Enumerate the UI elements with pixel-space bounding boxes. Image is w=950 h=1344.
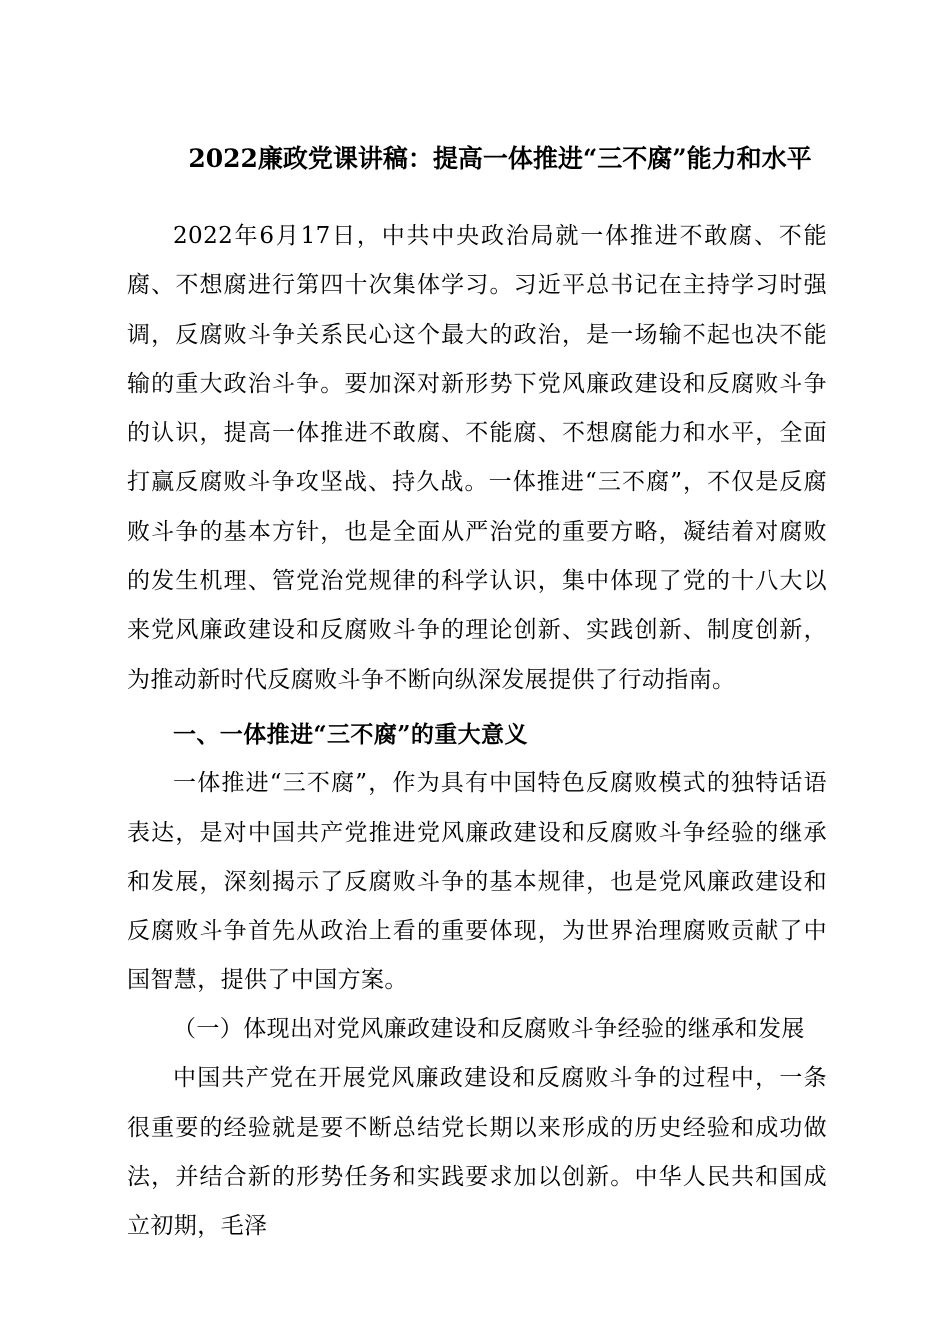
subsection-1	[127, 1005, 827, 1251]
section-1	[127, 710, 827, 1006]
section-1-paragraph: 一体推进“三不腐”，作为具有中国特色反腐败模式的独特话语表达，是对中国共产党推进党风廉政建设和反腐败斗争经验的继承和发展，深刻揭示了反腐败斗争的基本规律，也是党风廉政建设和反腐败斗争首先从政治上看的重要体现，为世界治理腐败贡献了中国智慧，提供了中国方案。	[127, 770, 827, 994]
subsection-1-heading: （一）体现出对党风廉政建设和反腐败斗争经验的继承和发展	[173, 1016, 805, 1042]
section-1-heading: 一、一体推进“三不腐”的重大意义	[173, 721, 528, 748]
intro-paragraph: 2022年6月17日，中共中央政治局就一体推进不敢腐、不能腐、不想腐进行第四十次集体学习。习近平总书记在主持学习时强调，反腐败斗争关系民心这个最大的政治，是一场输不起也决不能输的重大政治斗争。要加深对新形势下党风廉政建设和反腐败斗争的认识，提高一体推进不敢腐、不能腐、不想腐能力和水平，全面打赢反腐败斗争攻坚战、持久战。一体推进“三不腐”，不仅是反腐败斗争的基本方针，也是全面从严治党的重要方略，凝结着对腐败的发生机理、管党治党规律的科学认识，集中体现了党的十八大以来党风廉政建设和反腐败斗争的理论创新、实践创新、制度创新，为推动新时代反腐败斗争不断向纵深发展提供了行动指南。	[127, 223, 827, 693]
document-title: 2022廉政党课讲稿：提高一体推进“三不腐”能力和水平	[188, 144, 812, 173]
subsection-1-paragraph: 中国共产党在开展党风廉政建设和反腐败斗争的过程中，一条很重要的经验就是要不断总结党长期以来形成的历史经验和成功做法，并结合新的形势任务和实践要求加以创新。中华人民共和国成立初期，毛泽	[127, 1065, 827, 1240]
intro-block	[127, 212, 827, 705]
